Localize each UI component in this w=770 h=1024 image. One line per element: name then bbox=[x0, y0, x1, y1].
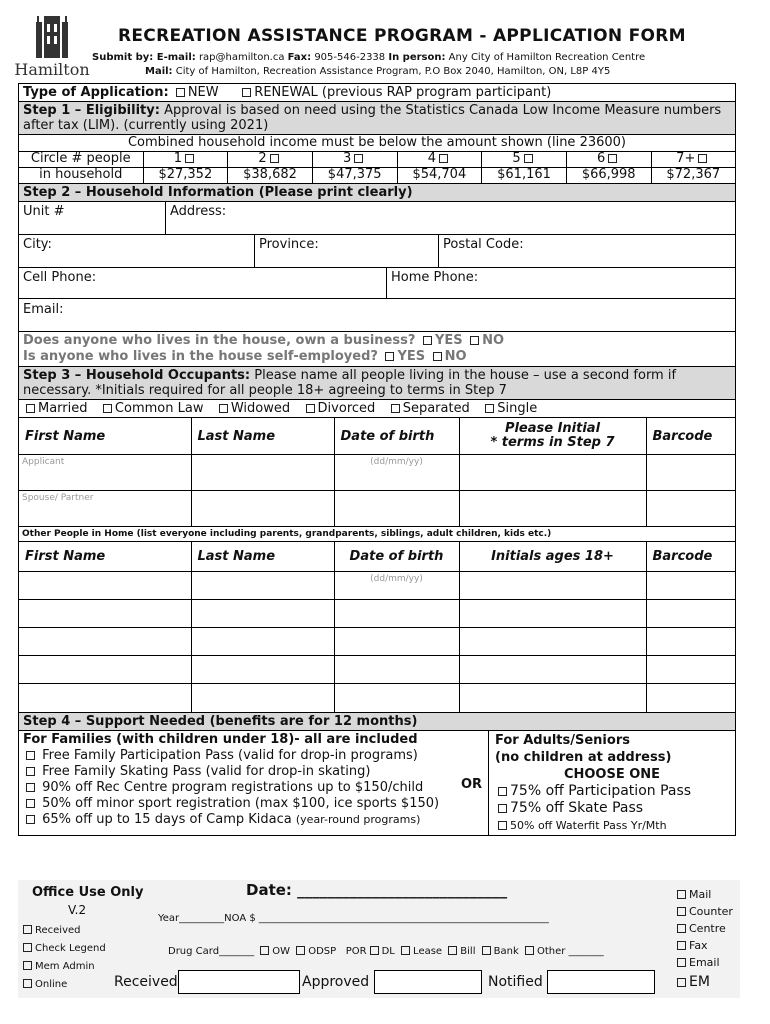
other-first-name[interactable] bbox=[19, 684, 191, 712]
submit-line: Submit by: E-mail: rap@hamilton.ca Fax: 905-546-2338 In person: Any City of Hamilton Recreation Centre bbox=[92, 52, 646, 63]
widowed-checkbox[interactable] bbox=[219, 404, 228, 413]
form-title: RECREATION ASSISTANCE PROGRAM - APPLICATION FORM bbox=[118, 26, 686, 46]
other-first-name[interactable] bbox=[19, 656, 191, 684]
other-first-name[interactable] bbox=[19, 572, 191, 600]
city-row bbox=[19, 235, 735, 268]
fax-checkbox[interactable] bbox=[677, 941, 686, 950]
version-label: V.2 bbox=[68, 903, 87, 917]
spouse-dob[interactable] bbox=[334, 491, 459, 527]
amount-7: $72,367 bbox=[651, 167, 735, 183]
email-link[interactable]: rap@hamilton.ca bbox=[198, 52, 285, 63]
odsp-checkbox[interactable] bbox=[296, 946, 305, 955]
spouse-first-name[interactable]: Spouse/ Partner bbox=[19, 491, 191, 527]
business-questions bbox=[19, 332, 735, 367]
centre-checkbox[interactable] bbox=[677, 924, 686, 933]
other-last-name[interactable] bbox=[191, 572, 334, 600]
other-barcode[interactable] bbox=[646, 572, 735, 600]
office-use-title: Office Use Only bbox=[32, 885, 144, 900]
adult-waterfit-checkbox[interactable] bbox=[498, 821, 507, 830]
other-dob[interactable] bbox=[334, 628, 459, 656]
occupants-table bbox=[19, 418, 735, 712]
people-6[interactable]: 6 bbox=[566, 151, 651, 167]
family-skating-checkbox[interactable] bbox=[26, 767, 35, 776]
table-row bbox=[19, 572, 735, 600]
people-4[interactable]: 4 bbox=[397, 151, 482, 167]
col2-dob: Date of birth bbox=[334, 542, 459, 572]
other-checkbox[interactable] bbox=[525, 946, 534, 955]
ow-checkbox[interactable] bbox=[260, 946, 269, 955]
col2-barcode: Barcode bbox=[646, 542, 735, 572]
col2-last-name: Last Name bbox=[191, 542, 334, 572]
adult-skate-checkbox[interactable] bbox=[498, 804, 507, 813]
applicant-first-name[interactable]: Applicant bbox=[19, 455, 191, 491]
step2-header: Step 2 – Household Information (Please print clearly) bbox=[19, 184, 735, 202]
people-5[interactable]: 5 bbox=[482, 151, 567, 167]
other-dob[interactable]: (dd/mm/yy) bbox=[334, 572, 459, 600]
other-people-label: Other People in Home (list everyone including parents, grandparents, siblings, adult children, kids etc.) bbox=[19, 527, 735, 542]
online-checkbox[interactable] bbox=[23, 979, 32, 988]
notified-field: Notified bbox=[488, 970, 655, 994]
income-table-row bbox=[19, 135, 735, 184]
cell-phone-field[interactable]: Cell Phone: bbox=[19, 268, 387, 298]
other-initials[interactable] bbox=[459, 656, 646, 684]
step4-header: Step 4 – Support Needed (benefits are for 12 months) bbox=[19, 713, 735, 731]
col2-first-name: First Name bbox=[19, 542, 191, 572]
notified-input[interactable] bbox=[547, 970, 655, 994]
form-header bbox=[0, 0, 770, 82]
applicant-last-name[interactable] bbox=[191, 455, 334, 491]
people-7[interactable]: 7+ bbox=[651, 151, 735, 167]
application-form bbox=[18, 83, 736, 836]
date-label: Date: ____________________________ bbox=[246, 881, 508, 899]
other-initials[interactable] bbox=[459, 628, 646, 656]
married-checkbox[interactable] bbox=[26, 404, 35, 413]
address-field[interactable]: Address: bbox=[170, 204, 227, 219]
circle-label: Circle # people bbox=[19, 151, 143, 167]
unit-address-row bbox=[19, 202, 735, 235]
received-input[interactable] bbox=[178, 970, 300, 994]
email-field[interactable]: Email: bbox=[19, 299, 735, 332]
mail-checkbox[interactable] bbox=[677, 890, 686, 899]
counter-checkbox[interactable] bbox=[677, 907, 686, 916]
amount-4: $54,704 bbox=[397, 167, 482, 183]
home-phone-field[interactable]: Home Phone: bbox=[391, 270, 479, 285]
city-field[interactable]: City: bbox=[19, 235, 255, 267]
amount-6: $66,998 bbox=[566, 167, 651, 183]
table-row bbox=[19, 656, 735, 684]
postal-code-field[interactable]: Postal Code: bbox=[443, 237, 524, 252]
col-first-name: First Name bbox=[19, 418, 191, 455]
logo-text: Hamilton bbox=[14, 60, 90, 79]
occupants-table-row bbox=[19, 418, 735, 713]
approved-input[interactable] bbox=[374, 970, 482, 994]
spouse-initial[interactable] bbox=[459, 491, 646, 527]
other-initials[interactable] bbox=[459, 684, 646, 712]
amount-5: $61,161 bbox=[482, 167, 567, 183]
business-yes-checkbox[interactable] bbox=[423, 336, 432, 345]
em-checkbox[interactable] bbox=[677, 978, 686, 987]
document-checks: Drug Card_______ OW ODSP POR DL Lease Bill Bank Other _______ bbox=[168, 946, 604, 957]
office-right-list: Mail Counter Centre Fax Email EM bbox=[674, 886, 733, 991]
business-question: Does anyone who lives in the house, own a business? YES NO bbox=[23, 333, 505, 348]
step1-header: Step 1 – Eligibility: Approval is based on need using the Statistics Canada Low Income Measure numbers after tax (LIM). (currently using 2021) bbox=[19, 102, 735, 135]
other-first-name[interactable] bbox=[19, 628, 191, 656]
rec-centre-checkbox[interactable] bbox=[26, 783, 35, 792]
other-initials[interactable] bbox=[459, 572, 646, 600]
mem-admin-checkbox[interactable] bbox=[23, 961, 32, 970]
renewal-checkbox[interactable] bbox=[242, 88, 251, 97]
new-checkbox[interactable] bbox=[176, 88, 185, 97]
other-barcode[interactable] bbox=[646, 600, 735, 628]
applicant-barcode[interactable] bbox=[646, 455, 735, 491]
col-last-name: Last Name bbox=[191, 418, 334, 455]
province-field[interactable]: Province: bbox=[255, 235, 439, 267]
spouse-barcode[interactable] bbox=[646, 491, 735, 527]
other-first-name[interactable] bbox=[19, 600, 191, 628]
office-use-section bbox=[18, 880, 740, 998]
camp-kidaca-checkbox[interactable] bbox=[26, 815, 35, 824]
self-employed-no-checkbox[interactable] bbox=[433, 352, 442, 361]
single-checkbox[interactable] bbox=[485, 404, 494, 413]
people-2[interactable]: 2 bbox=[228, 151, 313, 167]
applicant-initial[interactable] bbox=[459, 455, 646, 491]
income-table bbox=[19, 135, 735, 183]
self-employed-yes-checkbox[interactable] bbox=[385, 352, 394, 361]
applicant-dob[interactable]: (dd/mm/yy) bbox=[334, 455, 459, 491]
mail-line: Mail: City of Hamilton, Recreation Assistance Program, P.O Box 2040, Hamilton, ON, L8P 4Y5 bbox=[145, 66, 611, 77]
people-1[interactable]: 1 bbox=[143, 151, 228, 167]
unit-field[interactable]: Unit # bbox=[19, 202, 166, 234]
bank-checkbox[interactable] bbox=[482, 946, 491, 955]
people-3[interactable]: 3 bbox=[312, 151, 397, 167]
amount-3: $47,375 bbox=[312, 167, 397, 183]
household-label: in household bbox=[19, 167, 143, 183]
other-dob[interactable] bbox=[334, 600, 459, 628]
email-checkbox[interactable] bbox=[677, 958, 686, 967]
combined-income-note: Combined household income must be below the amount shown (line 23600) bbox=[19, 135, 735, 151]
city-hall-icon bbox=[35, 14, 69, 58]
other-last-name[interactable] bbox=[191, 684, 334, 712]
other-barcode[interactable] bbox=[646, 684, 735, 712]
table-row bbox=[19, 600, 735, 628]
other-dob[interactable] bbox=[334, 656, 459, 684]
application-type-row: Type of Application: NEW RENEWAL (previous RAP program participant) bbox=[19, 84, 735, 102]
office-left-list: Received Check Legend Mem Admin Online bbox=[20, 922, 106, 994]
approved-field: Approved bbox=[302, 970, 482, 994]
separated-checkbox[interactable] bbox=[391, 404, 400, 413]
col2-initials: Initials ages 18+ bbox=[459, 542, 646, 572]
other-last-name[interactable] bbox=[191, 656, 334, 684]
col-dob: Date of birth bbox=[334, 418, 459, 455]
dl-checkbox[interactable] bbox=[370, 946, 379, 955]
lease-checkbox[interactable] bbox=[401, 946, 410, 955]
col-initial: Please Initial * terms in Step 7 bbox=[459, 418, 646, 455]
spouse-last-name[interactable] bbox=[191, 491, 334, 527]
adult-participation-checkbox[interactable] bbox=[498, 787, 507, 796]
self-employed-question: Is anyone who lives in the house self-employed? YES NO bbox=[23, 349, 467, 364]
family-participation-checkbox[interactable] bbox=[26, 751, 35, 760]
other-initials[interactable] bbox=[459, 600, 646, 628]
minor-sport-checkbox[interactable] bbox=[26, 799, 35, 808]
step3-header: Step 3 – Household Occupants: Please name all people living in the house – use a second form if necessary. *Initials required for all people 18+ agreeing to terms in Step 7 bbox=[19, 367, 735, 400]
or-label: OR bbox=[460, 776, 482, 792]
col-barcode: Barcode bbox=[646, 418, 735, 455]
phone-row bbox=[19, 268, 735, 299]
common-law-checkbox[interactable] bbox=[103, 404, 112, 413]
table-row bbox=[19, 684, 735, 712]
adults-column: For Adults/Seniors (no children at address) CHOOSE ONE 75% off Participation Pass 75% off Skate Pass 50% off Waterfit Pass Yr/Mth bbox=[495, 732, 692, 832]
other-last-name[interactable] bbox=[191, 628, 334, 656]
year-noa-line[interactable]: Year_________NOA $ __________________________________________________________ bbox=[158, 913, 549, 924]
received-checkbox[interactable] bbox=[23, 925, 32, 934]
amount-2: $38,682 bbox=[228, 167, 313, 183]
other-barcode[interactable] bbox=[646, 628, 735, 656]
business-no-checkbox[interactable] bbox=[470, 336, 479, 345]
check-legend-checkbox[interactable] bbox=[23, 943, 32, 952]
support-section bbox=[19, 731, 735, 835]
city-logo bbox=[12, 14, 92, 80]
other-last-name[interactable] bbox=[191, 600, 334, 628]
amount-1: $27,352 bbox=[143, 167, 228, 183]
bill-checkbox[interactable] bbox=[448, 946, 457, 955]
marital-status-row: Married Common Law Widowed Divorced Separated Single bbox=[19, 400, 735, 418]
families-column: For Families (with children under 18)- all are included Free Family Participation Pass (valid for drop-in programs) Free Family Skating Pass (valid for drop-in skating) 90% off Rec Centre program registrations up to $150/child 50% off minor sport registration (max $100, ice sports $150) 65% off up to 15 days of Camp Kidaca (year-round programs) OR bbox=[19, 731, 489, 835]
divorced-checkbox[interactable] bbox=[306, 404, 315, 413]
received-field: Received bbox=[114, 970, 300, 994]
other-barcode[interactable] bbox=[646, 656, 735, 684]
other-dob[interactable] bbox=[334, 684, 459, 712]
table-row bbox=[19, 628, 735, 656]
